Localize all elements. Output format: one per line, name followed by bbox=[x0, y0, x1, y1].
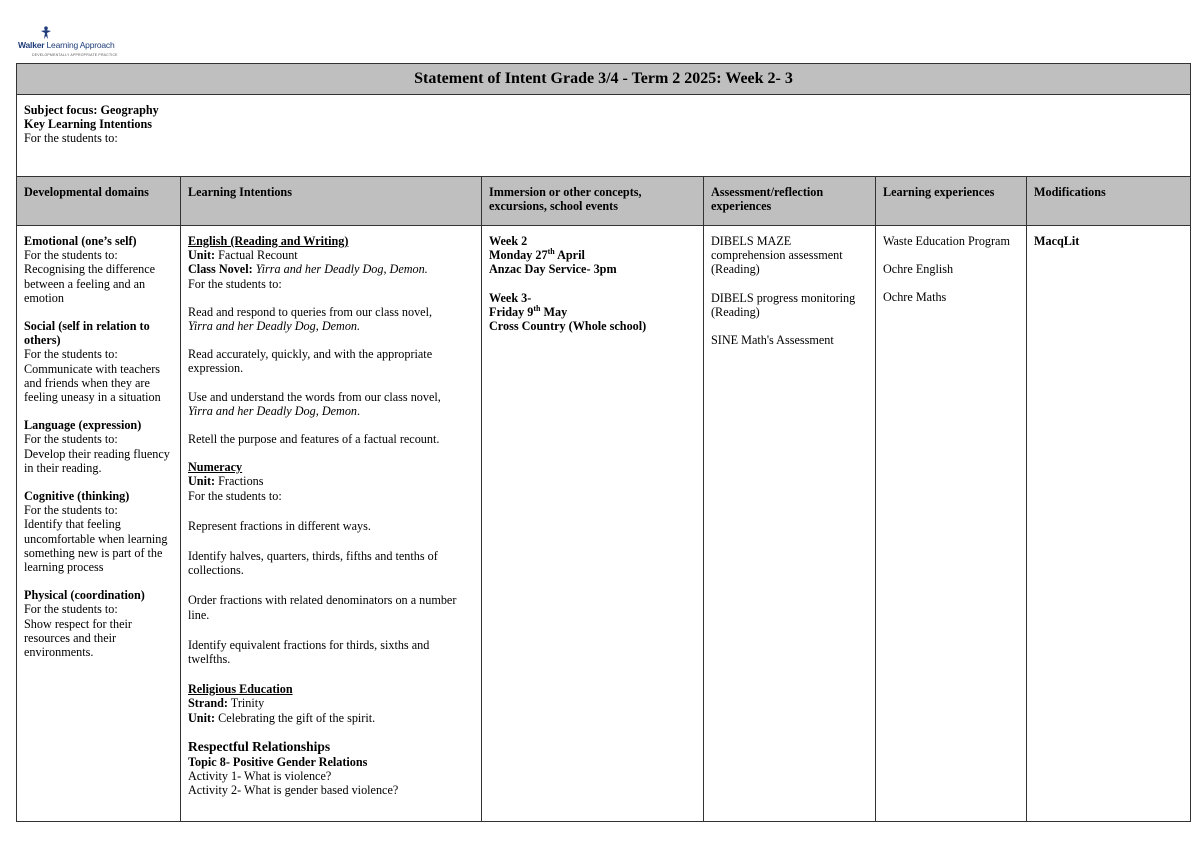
statement-of-intent-table bbox=[16, 63, 1191, 822]
subject-focus: Subject focus: Geography bbox=[24, 103, 159, 117]
domain-heading: Physical (coordination) bbox=[24, 588, 145, 603]
week3-date: Friday 9th May bbox=[489, 303, 568, 319]
numeracy-unit: Unit: Fractions bbox=[188, 474, 264, 489]
week3-label: Week 3- bbox=[489, 290, 532, 305]
content-row bbox=[17, 226, 1191, 822]
assessment-item: DIBELS MAZE comprehension assessment (Reading) bbox=[711, 234, 843, 277]
header-learning-experiences: Learning experiences bbox=[876, 177, 1027, 226]
week3-event: Cross Country (Whole school) bbox=[489, 319, 647, 334]
english-novel: Class Novel: Yirra and her Deadly Dog, Demon. bbox=[188, 262, 428, 277]
english-item: Retell the purpose and features of a factual recount. bbox=[188, 432, 440, 447]
logo-figure-icon bbox=[40, 26, 52, 40]
numeracy-heading: Numeracy bbox=[188, 460, 243, 475]
domain-for: For the students to: bbox=[24, 248, 118, 263]
logo-brand-bold: Walker bbox=[18, 40, 45, 50]
week2-label: Week 2 bbox=[489, 234, 528, 248]
domain-heading: Social (self in relation to others) bbox=[24, 319, 150, 348]
immersion-cell bbox=[482, 226, 704, 822]
domain-heading: Language (expression) bbox=[24, 418, 142, 433]
logo-brand bbox=[18, 40, 115, 50]
learning-intentions-cell bbox=[181, 226, 482, 822]
english-item: Read accurately, quickly, and with the appropriate expression. bbox=[188, 347, 433, 376]
week2-event: Anzac Day Service- 3pm bbox=[489, 262, 617, 277]
respectful-topic: Topic 8- Positive Gender Relations bbox=[188, 754, 368, 769]
header-assessment: Assessment/reflection experiences bbox=[704, 177, 876, 226]
respectful-activity: Activity 1- What is violence? bbox=[188, 769, 332, 784]
english-item: Read and respond to queries from our class novel, Yirra and her Deadly Dog, Demon. bbox=[188, 304, 433, 334]
religious-strand: Strand: Trinity bbox=[188, 696, 265, 711]
column-header-row bbox=[17, 177, 1191, 226]
domain-for: For the students to: bbox=[24, 602, 118, 617]
assessment-cell bbox=[704, 226, 876, 822]
numeracy-item: Represent fractions in different ways. bbox=[188, 518, 371, 533]
header-modifications: Modifications bbox=[1027, 177, 1191, 226]
domain-text: Identify that feeling uncomfortable when learning something new is part of the learning process bbox=[24, 517, 168, 575]
domain-text: Recognising the difference between a feeling and an emotion bbox=[24, 262, 156, 305]
domain-for: For the students to: bbox=[24, 432, 118, 447]
numeracy-item: Identify halves, quarters, thirds, fifths and tenths of collections. bbox=[188, 549, 438, 578]
header-immersion: Immersion or other concepts, excursions, school events bbox=[482, 177, 704, 226]
english-for: For the students to: bbox=[188, 276, 282, 291]
domain-heading: Cognitive (thinking) bbox=[24, 489, 130, 504]
numeracy-item: Order fractions with related denominators on a number line. bbox=[188, 593, 457, 622]
assessment-item: SINE Math's Assessment bbox=[711, 333, 834, 348]
key-learning-intentions: Key Learning Intentions bbox=[24, 117, 152, 132]
domain-text: Develop their reading fluency in their reading. bbox=[24, 446, 170, 475]
domain-for: For the students to: bbox=[24, 503, 118, 518]
english-unit: Unit: Factual Recount bbox=[188, 248, 298, 263]
domain-heading: Emotional (one’s self) bbox=[24, 234, 137, 248]
experience-item: Ochre Maths bbox=[883, 290, 947, 305]
numeracy-for: For the students to: bbox=[188, 488, 282, 503]
logo-brand-thin: Learning Approach bbox=[46, 40, 115, 50]
experience-item: Waste Education Program bbox=[883, 234, 1010, 248]
numeracy-item: Identify equivalent fractions for thirds, sixths and twelfths. bbox=[188, 637, 430, 667]
focus-for-students: For the students to: bbox=[24, 131, 118, 146]
modification-item: MacqLit bbox=[1034, 234, 1080, 248]
respectful-activity: Activity 2- What is gender based violence? bbox=[188, 783, 399, 798]
religious-heading: Religious Education bbox=[188, 682, 293, 697]
domains-cell bbox=[17, 226, 181, 822]
domain-for: For the students to: bbox=[24, 347, 118, 362]
walker-logo bbox=[18, 26, 118, 60]
subject-focus-cell bbox=[17, 95, 1191, 177]
domain-text: Show respect for their resources and their environments. bbox=[24, 616, 132, 660]
page-title: Statement of Intent Grade 3/4 - Term 2 2025: Week 2- 3 bbox=[17, 64, 1191, 95]
week2-date: Monday 27th April bbox=[489, 247, 585, 263]
experience-item: Ochre English bbox=[883, 262, 954, 277]
assessment-item: DIBELS progress monitoring (Reading) bbox=[711, 290, 856, 319]
english-heading: English (Reading and Writing) bbox=[188, 234, 349, 248]
religious-unit: Unit: Celebrating the gift of the spirit. bbox=[188, 710, 376, 725]
respectful-heading: Respectful Relationships bbox=[188, 738, 331, 754]
english-item: Use and understand the words from our class novel, Yirra and her Deadly Dog, Demon. bbox=[188, 389, 441, 418]
learning-experiences-cell bbox=[876, 226, 1027, 822]
modifications-cell bbox=[1027, 226, 1191, 822]
header-learning-intentions: Learning Intentions bbox=[181, 177, 482, 226]
header-developmental-domains: Developmental domains bbox=[17, 177, 181, 226]
logo-tagline: DEVELOPMENTALLY APPROPRIATE PRACTICE bbox=[32, 53, 118, 57]
domain-text: Communicate with teachers and friends when they are feeling uneasy in a situation bbox=[24, 361, 161, 405]
